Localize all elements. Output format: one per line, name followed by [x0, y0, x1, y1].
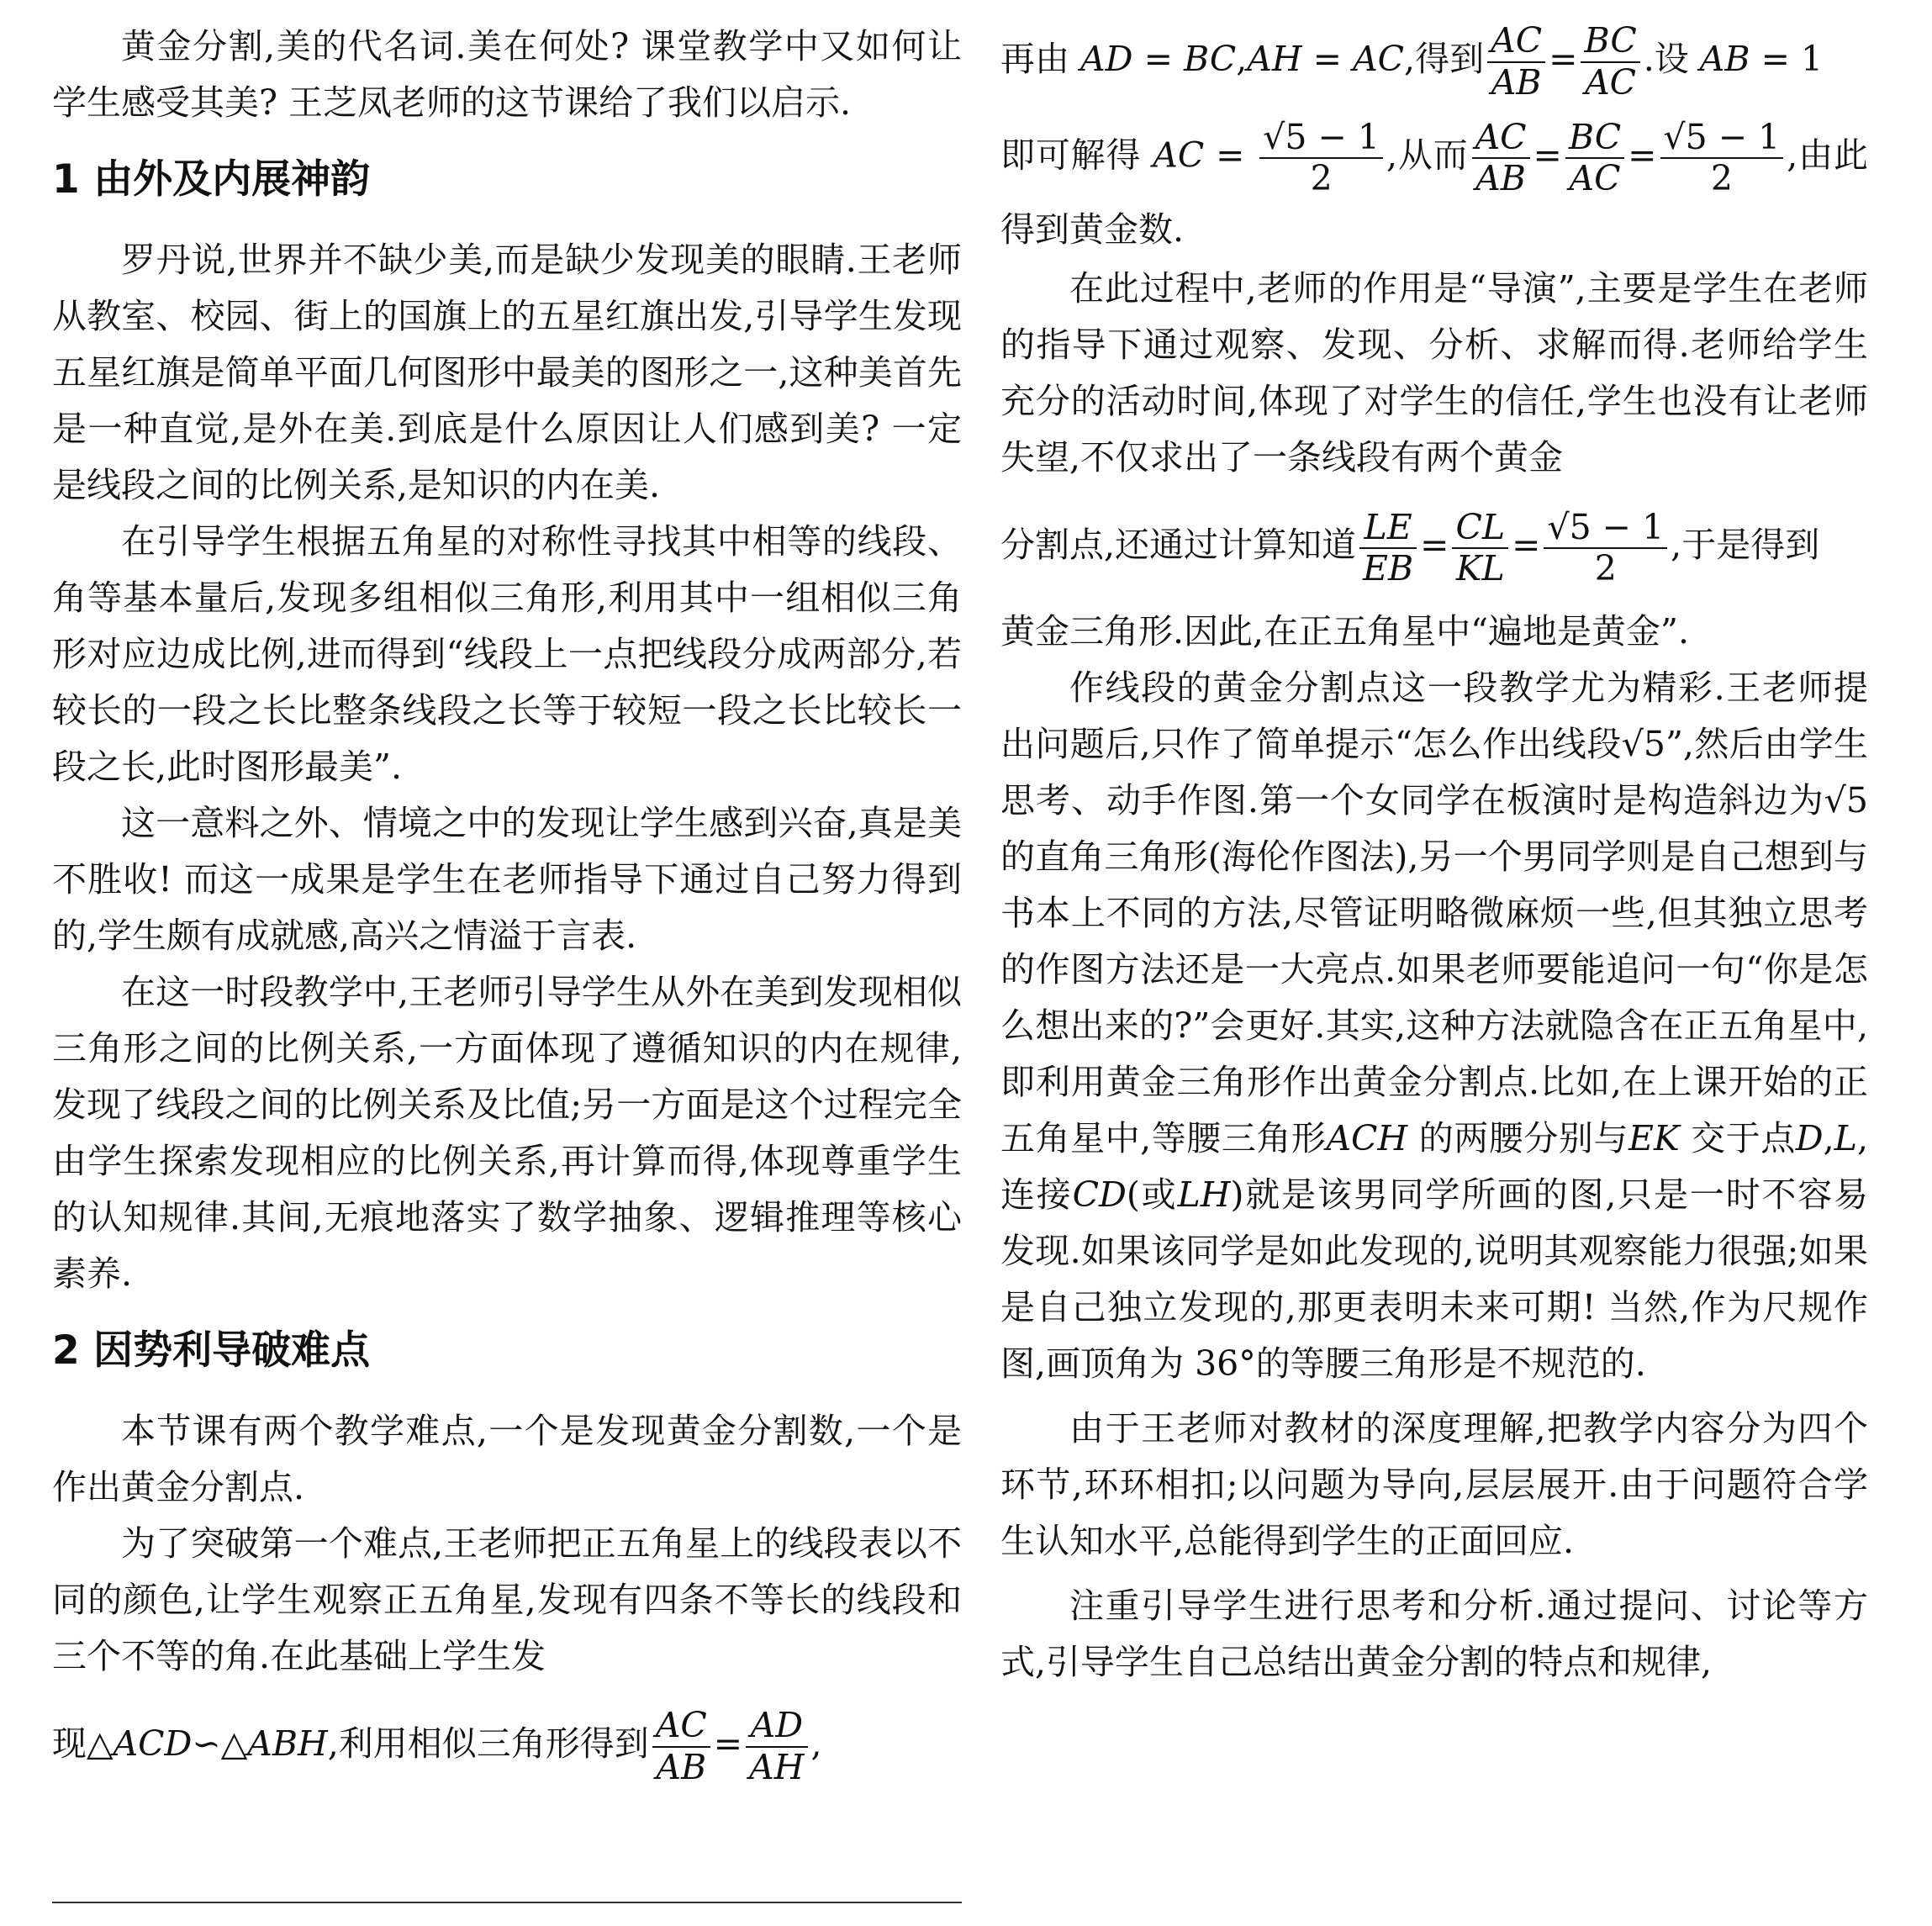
- text-run: ,从而: [1386, 135, 1469, 176]
- fraction-denominator: AC: [1569, 158, 1621, 199]
- section-1-paragraph-4: 在这一时段教学中,王老师引导学生从外在美到发现相似三角形之间的比例关系,一方面体现了遵循知识的内在规律,发现了线段之间的比例关系及比值;另一方面是这个过程完全由学生探索发现相应的比例关系,再计算而得,体现尊重学生的认知规律.其间,无痕地落实了数学抽象、逻辑推理等核心素养.: [52, 972, 962, 1294]
- fraction-numerator: √5 − 1: [1544, 508, 1667, 549]
- text-run: ,: [810, 1723, 822, 1764]
- right-column: [1000, 18, 1868, 1691]
- math-variable: ACH: [1326, 1118, 1408, 1159]
- section-1-paragraph-2: 在引导学生根据五角星的对称性寻找其中相等的线段、角等基本量后,发现多组相似三角形,利用其中一组相似三角形对应边成比例,进而得到“线段上一点把线段分成两部分,若较长的一段之长比整条线段之长等于较短一段之长比较长一段之长,此时图形最美”.: [52, 521, 962, 787]
- fraction-ac-ab: [1472, 118, 1530, 198]
- fraction-denominator: AB: [1491, 61, 1542, 103]
- fraction-golden-ratio: [1660, 118, 1784, 198]
- intro-paragraph: 黄金分割,美的代名词.美在何处? 课堂教学中又如何让学生感受其美? 王芝凤老师的这节课给了我们以启示.: [52, 26, 962, 123]
- equals-sign: =: [1628, 135, 1657, 176]
- director-role-paragraph: 在此过程中,老师的作用是“导演”,主要是学生在老师的指导下通过观察、发现、分析、求解而得.老师给学生充分的活动时间,体现了对学生的信任,学生也没有让老师失望,不仅求出了一条线段有两个黄金: [1000, 268, 1868, 478]
- text-run: )就是该男同学所画的图,只是一时不容易发现.如果该同学是如此发现的,说明其观察能力很强;如果是自己独立发现的,那更表明未来可期! 当然,作为尺规作图,画顶角为 36°的等腰三角形是不规范的.: [1000, 1174, 1869, 1385]
- equals-sign: =: [713, 1723, 743, 1764]
- fraction-numerator: BC: [1581, 21, 1639, 62]
- math-variable: CD: [1072, 1174, 1127, 1216]
- construction-paragraph: [1000, 660, 1868, 1392]
- fraction-denominator: 2: [1310, 158, 1333, 199]
- footer-divider: [52, 1902, 962, 1903]
- fraction-bc-ac: [1565, 118, 1624, 198]
- fraction-numerator: CL: [1452, 508, 1508, 549]
- golden-triangle-conclusion: 黄金三角形.因此,在正五角星中“遍地是黄金”.: [1000, 611, 1690, 652]
- fraction-bc-ac: [1581, 21, 1639, 102]
- fraction-cl-kl: [1452, 508, 1508, 588]
- text-run: ,: [1236, 39, 1248, 79]
- sqrt-five: √5: [1621, 724, 1665, 765]
- text-run: 交于点: [1679, 1118, 1796, 1159]
- fraction-denominator: KL: [1455, 547, 1505, 588]
- fraction-numerator: AD: [746, 1706, 807, 1747]
- fraction-denominator: EB: [1363, 547, 1414, 588]
- text-run: =: [1301, 39, 1354, 79]
- text-run: 现: [52, 1723, 87, 1764]
- math-variable: AH: [1247, 39, 1302, 79]
- golden-triangle-formula-line: [1000, 486, 1868, 604]
- text-run: .设: [1643, 39, 1700, 79]
- fraction-ac-ab: [652, 1706, 710, 1786]
- section-2-paragraph-2-formula-line: [52, 1685, 962, 1802]
- fraction-denominator: 2: [1710, 158, 1733, 199]
- text-run: ,于是得到: [1671, 525, 1820, 566]
- fraction-numerator: √5 − 1: [1660, 118, 1784, 159]
- text-run: 即可解得: [1000, 135, 1153, 176]
- text-run: ,: [1823, 1118, 1834, 1159]
- golden-number-solution: [1000, 118, 1868, 261]
- math-variable: AC: [1353, 39, 1405, 79]
- section-1-paragraph-3: 这一意料之外、情境之中的发现让学生感到兴奋,真是美不胜收! 而这一成果是学生在老师指导下通过自己努力得到的,学生颇有成就感,高兴之情溢于言表.: [52, 803, 962, 956]
- math-variable: EK: [1628, 1118, 1680, 1159]
- fraction-ac-ab: [1487, 21, 1545, 102]
- fraction-denominator: AB: [1475, 158, 1526, 199]
- ratio-equation-line: [1000, 0, 1868, 118]
- math-variable: BC: [1183, 39, 1237, 79]
- fraction-golden-ratio: [1259, 118, 1383, 198]
- text-run: ,由此得到黄金数.: [1000, 135, 1868, 251]
- teaching-structure-paragraph: 由于王老师对教材的深度理解,把教学内容分为四个环节,环环相扣;以问题为导向,层层展开.由于问题符合学生认知水平,总能得到学生的正面回应.: [1000, 1408, 1868, 1562]
- text-run: ,利用相似三角形得到: [327, 1723, 649, 1764]
- fraction-denominator: AB: [656, 1746, 707, 1787]
- equals-sign: =: [1512, 525, 1541, 566]
- text-run: ,连接: [1000, 1118, 1868, 1216]
- text-run: 的直角三角形(海伦作图法),另一个男同学则是自己想到与书本上不同的方法,尽管证明略微麻烦一些,但其独立思考的作图方法还是一大亮点.如果老师要能追问一句“你是怎么想出来的?”会更好.其实,这种方法就隐含在正五角星中,即利用黄金三角形作出黄金分割点.比如,在上课开始的正五角星中,等腰三角形: [1000, 836, 1868, 1159]
- text-run: 再由: [1000, 39, 1081, 79]
- text-run: 分割点,还通过计算知道: [1000, 525, 1357, 566]
- similar-triangles-math: △ACD∽△ABH: [87, 1723, 328, 1764]
- text-run: =: [1204, 135, 1257, 176]
- section-1-paragraph-1: 罗丹说,世界并不缺少美,而是缺少发现美的眼睛.王老师从教室、校园、街上的国旗上的五星红旗出发,引导学生发现五星红旗是简单平面几何图形中最美的图形之一,这种美首先是一种直觉,是外在美.到底是什么原因让人们感到美? 一定是线段之间的比例关系,是知识的内在美.: [52, 240, 962, 505]
- section-1-heading: 1 由外及内展神韵: [52, 156, 371, 203]
- text-run: 的两腰分别与: [1407, 1118, 1629, 1159]
- math-variable: AC: [1153, 135, 1205, 176]
- fraction-denominator: 2: [1594, 547, 1617, 588]
- text-run: 作线段的黄金分割点这一段教学尤为精彩.王老师提出问题后,只作了简单提示“怎么作出线段: [1000, 668, 1868, 765]
- text-run: = 1: [1750, 39, 1824, 79]
- fraction-numerator: √5 − 1: [1259, 118, 1383, 159]
- math-variable: D: [1795, 1118, 1824, 1159]
- math-variable: L: [1834, 1118, 1857, 1159]
- text-run: ”,然后由学生思考、动手作图.第一个女同学在板演时是构造斜边为: [1000, 724, 1868, 821]
- text-run: (或: [1126, 1174, 1178, 1216]
- fraction-denominator: AC: [1585, 61, 1637, 103]
- math-variable: AB: [1699, 39, 1750, 79]
- math-variable: AD: [1080, 39, 1133, 79]
- fraction-numerator: AC: [1472, 118, 1530, 159]
- fraction-numerator: LE: [1359, 508, 1417, 549]
- text-run: ,得到: [1404, 39, 1485, 79]
- section-2-paragraph-1: 本节课有两个教学难点,一个是发现黄金分割数,一个是作出黄金分割点.: [52, 1411, 962, 1507]
- fraction-le-eb: [1359, 508, 1417, 588]
- fraction-ad-ah: [746, 1706, 807, 1786]
- sqrt-five: √5: [1824, 780, 1868, 821]
- guided-thinking-paragraph: 注重引导学生进行思考和分析.通过提问、讨论等方式,引导学生自己总结出黄金分割的特点和规律,: [1000, 1586, 1868, 1683]
- fraction-numerator: BC: [1565, 118, 1624, 159]
- text-run: =: [1132, 39, 1184, 79]
- fraction-denominator: AH: [749, 1746, 805, 1787]
- equals-sign: =: [1420, 525, 1449, 566]
- equals-sign: =: [1533, 135, 1562, 176]
- fraction-numerator: AC: [1487, 21, 1545, 62]
- math-variable: LH: [1177, 1174, 1231, 1216]
- left-column: [52, 18, 962, 1802]
- equals-sign: =: [1549, 39, 1578, 79]
- fraction-numerator: AC: [652, 1706, 710, 1747]
- section-2-paragraph-2: 为了突破第一个难点,王老师把正五角星上的线段表以不同的颜色,让学生观察正五角星,发现有四条不等长的线段和三个不等的角.在此基础上学生发: [52, 1523, 962, 1676]
- section-2-heading: 2 因势利导破难点: [52, 1327, 371, 1374]
- fraction-golden-ratio: [1544, 508, 1667, 588]
